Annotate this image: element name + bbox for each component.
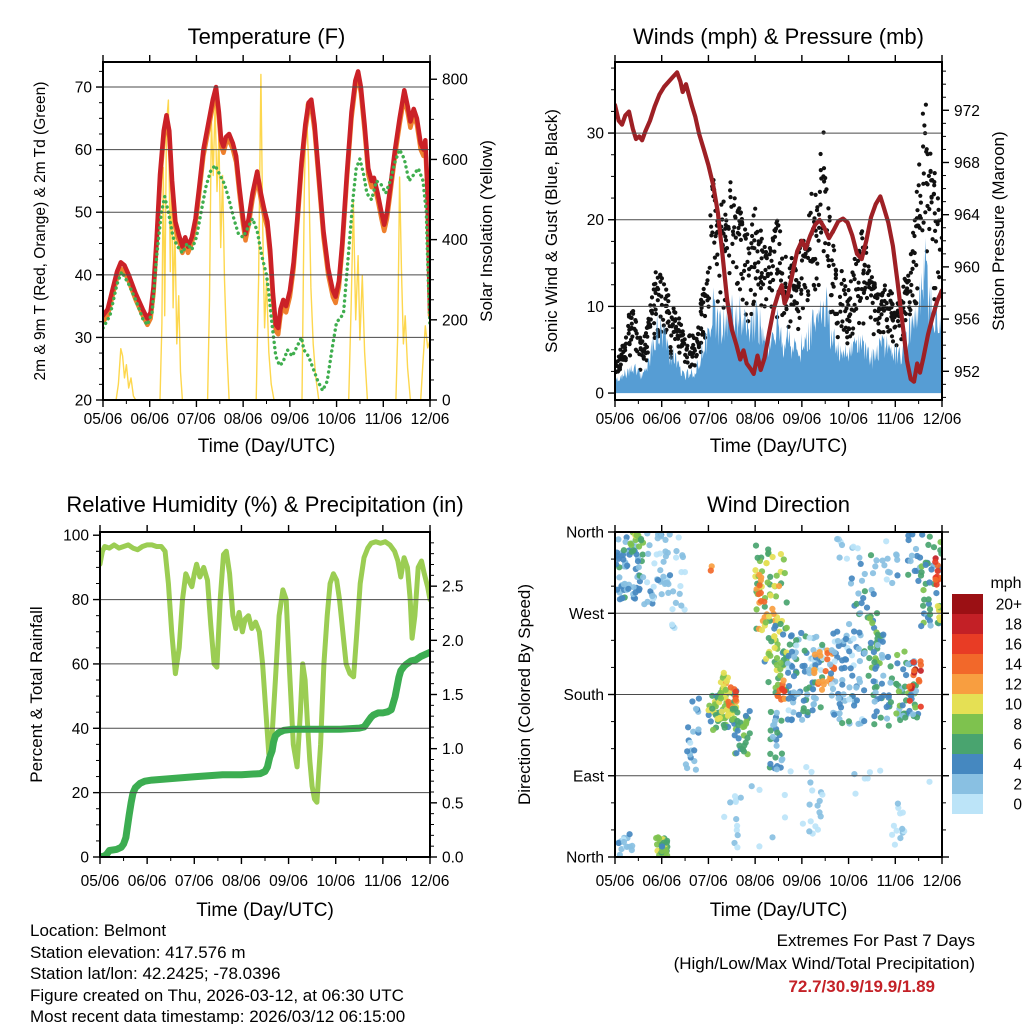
svg-text:05/06: 05/06 bbox=[595, 411, 635, 428]
svg-text:952: 952 bbox=[954, 363, 980, 381]
svg-text:800: 800 bbox=[442, 71, 468, 89]
svg-text:08/06: 08/06 bbox=[222, 873, 261, 890]
svg-text:11/06: 11/06 bbox=[876, 411, 915, 428]
svg-text:07/06: 07/06 bbox=[689, 411, 728, 428]
legend-entry-label: 6 bbox=[1013, 736, 1022, 754]
svg-text:12/06: 12/06 bbox=[410, 873, 450, 890]
temperature-title: Temperature (F) bbox=[187, 24, 346, 49]
legend-entry-label: 20+ bbox=[995, 596, 1022, 614]
svg-text:956: 956 bbox=[954, 311, 980, 329]
station-latlon: Station lat/lon: 42.2425; -78.0396 bbox=[30, 964, 281, 983]
station-location: Location: Belmont bbox=[30, 921, 167, 940]
svg-text:70: 70 bbox=[74, 79, 92, 97]
legend-entry-label: 0 bbox=[1013, 796, 1022, 814]
svg-text:06/06: 06/06 bbox=[642, 411, 682, 428]
legend-swatch bbox=[952, 754, 983, 774]
svg-text:100: 100 bbox=[63, 527, 89, 545]
legend-entry-label: 4 bbox=[1013, 756, 1022, 774]
extremes-title: Extremes For Past 7 Days bbox=[776, 931, 975, 950]
svg-text:10/06: 10/06 bbox=[829, 873, 868, 890]
rh_precip-xlabel: Time (Day/UTC) bbox=[196, 900, 334, 921]
figure-created: Figure created on Thu, 2026-03-12, at 06:30 UTC bbox=[30, 985, 404, 1005]
svg-text:North: North bbox=[566, 849, 604, 867]
svg-text:2.0: 2.0 bbox=[442, 632, 464, 650]
svg-text:07/06: 07/06 bbox=[174, 873, 214, 890]
svg-text:30: 30 bbox=[586, 125, 604, 143]
svg-text:20: 20 bbox=[71, 785, 89, 803]
svg-text:0.5: 0.5 bbox=[442, 795, 464, 813]
legend-swatch bbox=[952, 674, 983, 694]
wind_direction-xlabel: Time (Day/UTC) bbox=[709, 900, 848, 921]
svg-text:08/06: 08/06 bbox=[223, 411, 263, 428]
rh_precip-title: Relative Humidity (%) & Precipitation (in) bbox=[66, 492, 464, 517]
rh_precip-ylabel-left: Percent & Total Rainfall bbox=[27, 606, 46, 783]
legend-entry-label: 14 bbox=[1004, 656, 1022, 674]
svg-text:05/06: 05/06 bbox=[83, 411, 123, 428]
legend-swatch bbox=[952, 594, 983, 614]
svg-text:600: 600 bbox=[442, 151, 468, 169]
svg-text:964: 964 bbox=[954, 207, 980, 225]
legend-entry-label: 10 bbox=[1004, 696, 1022, 714]
extremes-values: 72.7/30.9/19.9/1.89 bbox=[788, 977, 935, 996]
svg-text:11/06: 11/06 bbox=[364, 873, 402, 890]
svg-text:05/06: 05/06 bbox=[80, 873, 120, 890]
svg-text:06/06: 06/06 bbox=[130, 411, 170, 428]
svg-text:200: 200 bbox=[442, 312, 468, 330]
svg-text:40: 40 bbox=[71, 720, 89, 738]
svg-text:0: 0 bbox=[595, 385, 604, 403]
extremes-summary bbox=[674, 929, 975, 998]
legend-entry-label: 16 bbox=[1004, 636, 1022, 654]
svg-text:08/06: 08/06 bbox=[735, 411, 775, 428]
temperature-ylabel-left: 2m & 9m T (Red, Orange) & 2m Td (Green) bbox=[32, 81, 49, 381]
svg-text:20: 20 bbox=[586, 212, 604, 230]
svg-text:80: 80 bbox=[71, 592, 89, 610]
svg-text:06/06: 06/06 bbox=[642, 873, 682, 890]
svg-text:West: West bbox=[568, 605, 604, 623]
winds_pressure-ylabel-left: Sonic Wind & Gust (Blue, Black) bbox=[542, 109, 561, 353]
humidity-precip-chart bbox=[0, 470, 512, 940]
wind_direction-ylabel-left: Direction (Colored By Speed) bbox=[515, 583, 534, 806]
legend-entry-label: 8 bbox=[1013, 716, 1022, 734]
legend-swatch bbox=[952, 694, 983, 714]
svg-text:09/06: 09/06 bbox=[782, 873, 822, 890]
svg-text:0: 0 bbox=[80, 849, 89, 867]
svg-text:400: 400 bbox=[442, 232, 468, 250]
svg-text:0: 0 bbox=[442, 392, 451, 410]
svg-text:10/06: 10/06 bbox=[829, 411, 868, 428]
svg-text:50: 50 bbox=[74, 204, 92, 222]
svg-text:12/06: 12/06 bbox=[922, 411, 962, 428]
svg-text:10/06: 10/06 bbox=[316, 873, 356, 890]
wind-direction-chart bbox=[512, 470, 1024, 940]
svg-text:09/06: 09/06 bbox=[782, 411, 822, 428]
extremes-subtitle: (High/Low/Max Wind/Total Precipitation) bbox=[673, 954, 975, 973]
svg-text:07/06: 07/06 bbox=[177, 411, 216, 428]
temperature-xlabel: Time (Day/UTC) bbox=[197, 436, 336, 457]
legend-entry-label: 2 bbox=[1013, 776, 1022, 794]
svg-text:40: 40 bbox=[74, 267, 92, 285]
data-timestamp: Most recent data timestamp: 2026/03/12 06:15:00 bbox=[30, 1007, 406, 1024]
legend-swatch bbox=[952, 654, 983, 674]
svg-text:2.5: 2.5 bbox=[442, 578, 464, 596]
legend-swatch bbox=[952, 614, 983, 634]
svg-text:11/06: 11/06 bbox=[876, 873, 915, 890]
station-info bbox=[30, 920, 405, 1024]
svg-text:North: North bbox=[566, 524, 604, 542]
svg-text:South: South bbox=[563, 687, 604, 704]
svg-text:1.0: 1.0 bbox=[442, 741, 464, 759]
svg-text:60: 60 bbox=[74, 142, 92, 160]
svg-text:30: 30 bbox=[74, 329, 92, 347]
svg-text:06/06: 06/06 bbox=[127, 873, 167, 890]
legend-entry-label: 18 bbox=[1004, 616, 1022, 634]
station-elevation: Station elevation: 417.576 m bbox=[30, 942, 246, 962]
svg-text:12/06: 12/06 bbox=[410, 411, 450, 428]
legend-swatch bbox=[952, 634, 983, 654]
svg-text:05/06: 05/06 bbox=[595, 873, 635, 890]
svg-text:60: 60 bbox=[71, 656, 89, 674]
svg-text:09/06: 09/06 bbox=[269, 873, 308, 890]
winds-pressure-chart bbox=[512, 0, 1024, 470]
svg-text:1.5: 1.5 bbox=[442, 687, 464, 704]
legend-units-label: mph bbox=[990, 575, 1022, 592]
svg-text:960: 960 bbox=[954, 259, 980, 277]
svg-text:08/06: 08/06 bbox=[735, 873, 775, 890]
wind_direction-title: Wind Direction bbox=[706, 492, 851, 517]
legend-swatch bbox=[952, 774, 983, 794]
temperature-chart bbox=[0, 0, 512, 470]
wind-speed-legend bbox=[952, 575, 1022, 814]
winds_pressure-xlabel: Time (Day/UTC) bbox=[709, 436, 848, 457]
winds_pressure-title: Winds (mph) & Pressure (mb) bbox=[633, 24, 924, 49]
svg-text:09/06: 09/06 bbox=[270, 411, 310, 428]
winds_pressure-ylabel-right: Station Pressure (Maroon) bbox=[989, 131, 1008, 331]
svg-text:12/06: 12/06 bbox=[922, 873, 962, 890]
svg-text:11/06: 11/06 bbox=[364, 411, 403, 428]
svg-text:0.0: 0.0 bbox=[442, 849, 464, 867]
svg-text:10: 10 bbox=[586, 298, 604, 316]
legend-swatch bbox=[952, 734, 983, 754]
svg-text:972: 972 bbox=[954, 102, 980, 120]
svg-text:20: 20 bbox=[74, 392, 92, 410]
legend-swatch bbox=[952, 714, 983, 734]
temperature-ylabel-right: Solar Insolation (Yellow) bbox=[477, 140, 496, 322]
svg-text:10/06: 10/06 bbox=[317, 411, 356, 428]
svg-text:East: East bbox=[572, 768, 604, 786]
svg-text:968: 968 bbox=[954, 154, 980, 172]
legend-entry-label: 12 bbox=[1004, 676, 1022, 694]
svg-text:07/06: 07/06 bbox=[689, 873, 728, 890]
legend-swatch bbox=[952, 794, 983, 814]
